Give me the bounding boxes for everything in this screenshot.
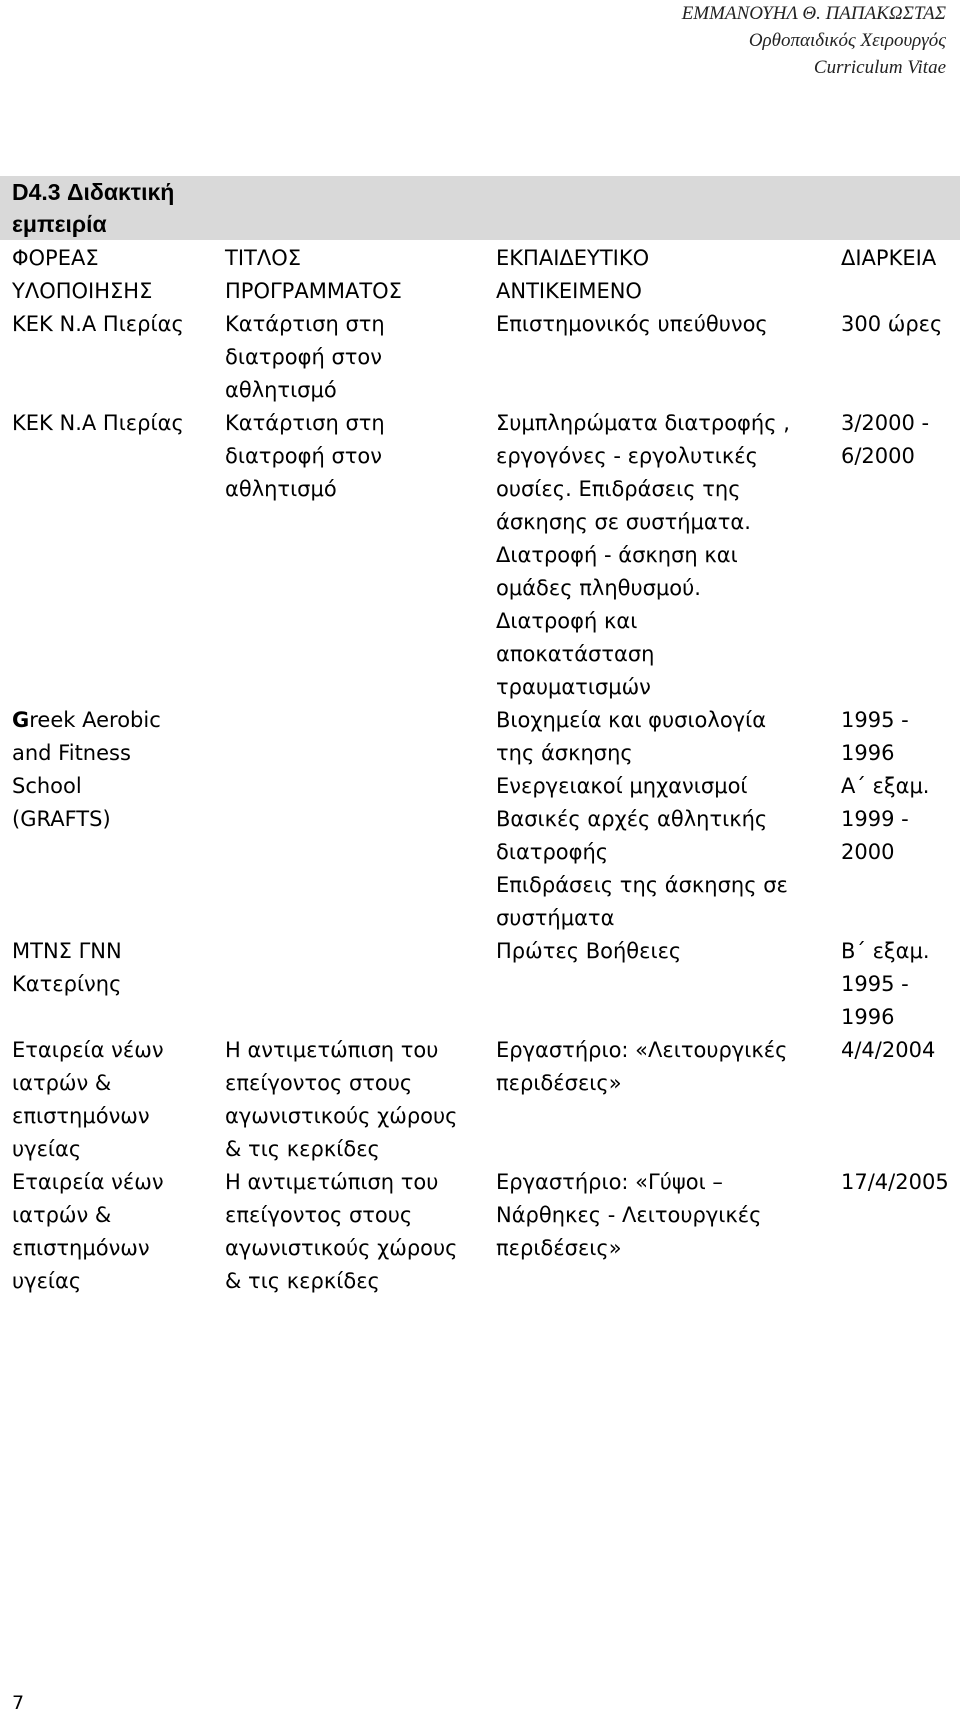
cell-text-line: Βασικές αρχές αθλητικής: [496, 807, 768, 831]
cell-text-line: and Fitness: [12, 741, 131, 765]
cell-text-line: διατροφή στον: [225, 345, 382, 369]
header-role: Ορθοπαιδικός Χειρουργός: [748, 30, 946, 51]
cell-text-line: Κατάρτιση στη: [225, 312, 385, 336]
provider-cell: [0, 242, 213, 308]
cell-text-line: Greek Aerobic: [12, 708, 161, 732]
cell-text-line: Εταιρεία νέων: [12, 1038, 164, 1062]
cell-text-line: ΠΡΟΓΡΑΜΜΑΤΟΣ: [225, 279, 402, 303]
section-title: [12, 176, 174, 240]
cell-text-line: περιδέσεις»: [496, 1071, 622, 1095]
cell-text-line: διατροφή στον: [225, 444, 382, 468]
cell-text-line: ιατρών &: [12, 1071, 112, 1095]
cell-text-line: 2000: [841, 840, 895, 864]
cell-text-line: Β΄ εξαμ.: [841, 939, 930, 963]
cell-text-line: εργογόνες - εργολυτικές: [496, 444, 758, 468]
teaching-experience-table: [0, 242, 960, 1298]
subject-cell: [484, 242, 829, 308]
cell-text-line: (GRAFTS): [12, 807, 111, 831]
provider-cell: [0, 1166, 213, 1298]
program-title-cell: [213, 242, 484, 308]
header-name: ΕΜΜΑΝΟΥΗΛ Θ. ΠΑΠΑΚΩΣΤΑΣ: [681, 3, 946, 24]
section-title-line: εμπειρία: [12, 211, 107, 237]
cell-text-line: ΦΟΡΕΑΣ: [12, 246, 99, 270]
duration-cell: [829, 407, 960, 704]
provider-cell: [0, 935, 213, 1034]
program-title-cell: [213, 1166, 484, 1298]
header-document-title: Curriculum Vitae: [813, 57, 946, 78]
cell-text-line: υγείας: [12, 1137, 82, 1161]
cell-text-line: ΚΕΚ Ν.Α Πιερίας: [12, 411, 184, 435]
section-title-line: D4.3 Διδακτική: [12, 179, 175, 205]
provider-cell: [0, 704, 213, 935]
cell-text-line: επείγοντος στους: [225, 1203, 413, 1227]
table-row: [0, 704, 960, 935]
cell-text-line: & τις κερκίδες: [225, 1269, 380, 1293]
provider-cell: [0, 1034, 213, 1166]
cell-text-line: αγωνιστικούς χώρους: [225, 1104, 458, 1128]
cell-text-line: School: [12, 774, 82, 798]
cell-text-line: Εργαστήριο: «Λειτουργικές: [496, 1038, 788, 1062]
subject-cell: [484, 1034, 829, 1166]
table-row: [0, 407, 960, 704]
cell-text-line: Συμπληρώματα διατροφής ,: [496, 411, 790, 435]
cell-text-line: ΤΙΤΛΟΣ: [225, 246, 302, 270]
cell-text-line: 1996: [841, 1005, 895, 1029]
cell-text-line: 1999 -: [841, 807, 909, 831]
cell-text-line: Η αντιμετώπιση του: [225, 1038, 439, 1062]
cell-text-line: υγείας: [12, 1269, 82, 1293]
cell-text-line: Επιδράσεις της άσκησης σε: [496, 873, 788, 897]
page-header: [682, 0, 946, 81]
table-row: [0, 1034, 960, 1166]
cell-text-line: Εταιρεία νέων: [12, 1170, 164, 1194]
cell-text-line: ΔΙΑΡΚΕΙΑ: [841, 246, 937, 270]
cell-text-line: ομάδες πληθυσμού.: [496, 576, 701, 600]
cell-text-line: Α΄ εξαμ.: [841, 774, 930, 798]
subject-cell: [484, 308, 829, 407]
cell-text-line: Πρώτες Βοήθειες: [496, 939, 682, 963]
cell-text-line: ΥΛΟΠΟΙΗΣΗΣ: [12, 279, 153, 303]
program-title-cell: [213, 704, 484, 935]
cell-text-line: & τις κερκίδες: [225, 1137, 380, 1161]
cell-text-line: Ενεργειακοί μηχανισμοί: [496, 774, 748, 798]
cell-text-line: διατροφής: [496, 840, 609, 864]
cell-text-line: ΜΤΝΣ ΓΝΝ: [12, 939, 122, 963]
cell-text-line: συστήματα: [496, 906, 615, 930]
subject-cell: [484, 407, 829, 704]
cell-text-line: Βιοχημεία και φυσιολογία: [496, 708, 767, 732]
program-title-cell: [213, 935, 484, 1034]
cell-text-line: 6/2000: [841, 444, 915, 468]
duration-cell: [829, 1166, 960, 1298]
cell-text-line: ΑΝΤΙΚΕΙΜΕΝΟ: [496, 279, 642, 303]
cell-text-line: αθλητισμό: [225, 477, 337, 501]
cell-text-line: ουσίες. Επιδράσεις της: [496, 477, 741, 501]
subject-cell: [484, 935, 829, 1034]
cell-text-line: ιατρών &: [12, 1203, 112, 1227]
cell-text-line: Κατάρτιση στη: [225, 411, 385, 435]
cell-text-line: Διατροφή και: [496, 609, 638, 633]
cell-text-line: Κατερίνης: [12, 972, 122, 996]
cell-text-line: της άσκησης: [496, 741, 633, 765]
cell-text-line: Επιστημονικός υπεύθυνος: [496, 312, 768, 336]
duration-cell: [829, 704, 960, 935]
cell-text-line: αποκατάσταση: [496, 642, 655, 666]
cell-text-line: 300 ώρες: [841, 312, 943, 336]
cell-text-line: περιδέσεις»: [496, 1236, 622, 1260]
duration-cell: [829, 1034, 960, 1166]
program-title-cell: [213, 308, 484, 407]
cell-text-line: ΚΕΚ Ν.Α Πιερίας: [12, 312, 184, 336]
cell-text-line: επιστημόνων: [12, 1104, 150, 1128]
cell-text-line: Η αντιμετώπιση του: [225, 1170, 439, 1194]
cell-text-line: 3/2000 -: [841, 411, 930, 435]
cell-text-line: επείγοντος στους: [225, 1071, 413, 1095]
cell-text-line: τραυματισμών: [496, 675, 651, 699]
cell-text-line: Εργαστήριο: «Γύψοι –: [496, 1170, 723, 1194]
program-title-cell: [213, 1034, 484, 1166]
cell-text-line: Διατροφή - άσκηση και: [496, 543, 738, 567]
provider-cell: [0, 308, 213, 407]
duration-cell: [829, 308, 960, 407]
cell-text-line: αθλητισμό: [225, 378, 337, 402]
cell-text-line: ΕΚΠΑΙΔΕΥΤΙΚΟ: [496, 246, 650, 270]
program-title-cell: [213, 407, 484, 704]
cell-text-line: 17/4/2005: [841, 1170, 949, 1194]
table-header-row: [0, 242, 960, 308]
cell-text-line: 1995 -: [841, 708, 909, 732]
table-row: [0, 1166, 960, 1298]
provider-cell: [0, 407, 213, 704]
duration-cell: [829, 242, 960, 308]
subject-cell: [484, 1166, 829, 1298]
page-number: 7: [12, 1692, 25, 1714]
subject-cell: [484, 704, 829, 935]
table-row: [0, 308, 960, 407]
table-body: [0, 242, 960, 1298]
table-row: [0, 935, 960, 1034]
cell-text-line: επιστημόνων: [12, 1236, 150, 1260]
cell-text-line: άσκησης σε συστήματα.: [496, 510, 751, 534]
cell-text-line: 1996: [841, 741, 895, 765]
cell-text-line: 1995 -: [841, 972, 909, 996]
cell-text-line: Νάρθηκες - Λειτουργικές: [496, 1203, 762, 1227]
cell-text-line: αγωνιστικούς χώρους: [225, 1236, 458, 1260]
cell-text-line: 4/4/2004: [841, 1038, 936, 1062]
duration-cell: [829, 935, 960, 1034]
